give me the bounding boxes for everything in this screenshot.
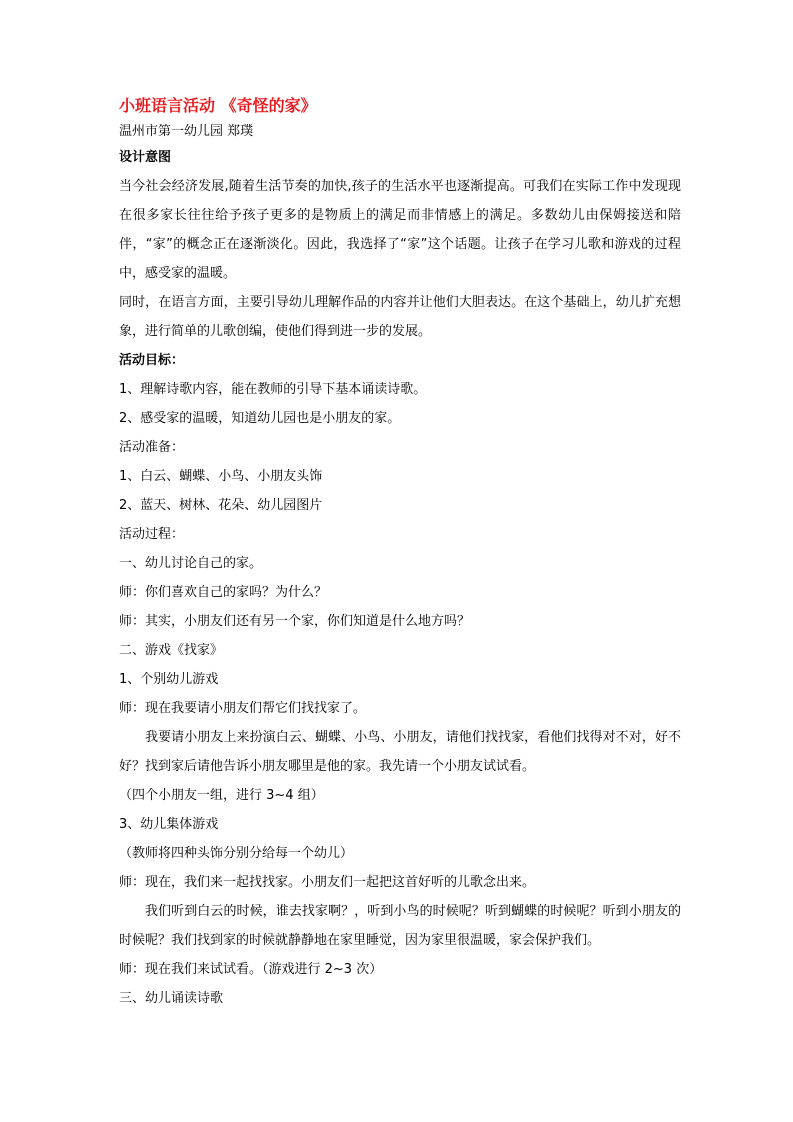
substep-3: 3、幼儿集体游戏 bbox=[119, 817, 219, 832]
prep-item-1: 1、白云、蝴蝶、小鸟、小朋友头饰 bbox=[119, 469, 323, 484]
substep-1: 1、个别幼儿游戏 bbox=[119, 672, 219, 687]
game-paragraph-1: 我要请小朋友上来扮演白云、蝴蝶、小鸟、小朋友，请他们找找家，看他们找得对不对，好不好？找到家后请他告诉小朋友哪里是他的家。我先请一个小朋友试试看。 bbox=[119, 730, 681, 774]
step-2: 二、游戏《找家》 bbox=[119, 643, 224, 658]
step-1: 一、幼儿讨论自己的家。 bbox=[119, 556, 263, 571]
goal-item-2: 2、感受家的温暖，知道幼儿园也是小朋友的家。 bbox=[119, 411, 401, 426]
author-line: 温州市第一幼儿园 郑璞 bbox=[119, 124, 254, 139]
design-paragraph-1: 当今社会经济发展,随着生活节奏的加快,孩子的生活水平也逐渐提高。可我们在实际工作中发现现在很多家长往往给予孩子更多的是物质上的满足而非情感上的满足。多数幼儿由保姆接送和陪伴，“家”的概念正在逐渐淡化。因此，我选择了“家”这个话题。让孩子在学习儿歌和游戏的过程中，感受家的温暖。 bbox=[119, 179, 681, 281]
game-paragraph-2: 我们听到白云的时候，谁去找家啊？，听到小鸟的时候呢？听到蝴蝶的时候呢？听到小朋友的时候呢？我们找到家的时候就静静地在家里睡觉，因为家里很温暖，家会保护我们。 bbox=[119, 904, 681, 948]
heading-preparation: 活动准备： bbox=[119, 440, 185, 455]
heading-process: 活动过程： bbox=[119, 527, 185, 542]
prep-item-2: 2、蓝天、树林、花朵、幼儿园图片 bbox=[119, 498, 323, 513]
note-2: （教师将四种头饰分别分给每一个幼儿） bbox=[119, 846, 354, 861]
teacher-line-3: 师：现在我们来试试看。（游戏进行 2~3 次） bbox=[119, 962, 383, 977]
teacher-question-1: 师：你们喜欢自己的家吗？为什么？ bbox=[119, 585, 328, 600]
heading-goals: 活动目标： bbox=[119, 353, 185, 368]
goal-item-1: 1、理解诗歌内容，能在教师的引导下基本诵读诗歌。 bbox=[119, 382, 427, 397]
step-3: 三、幼儿诵读诗歌 bbox=[119, 991, 224, 1006]
heading-design-intent: 设计意图 bbox=[119, 150, 172, 165]
teacher-line-2: 师：现在，我们来一起找找家。小朋友们一起把这首好听的儿歌念出来。 bbox=[119, 875, 536, 890]
teacher-question-2: 师：其实，小朋友们还有另一个家，你们知道是什么地方吗？ bbox=[119, 614, 471, 629]
document-title: 小班语言活动 《奇怪的家》 bbox=[119, 96, 317, 115]
document-page bbox=[119, 92, 681, 1013]
design-paragraph-2: 同时，在语言方面，主要引导幼儿理解作品的内容并让他们大胆表达。在这个基础上，幼儿扩充想象，进行简单的儿歌创编，使他们得到进一步的发展。 bbox=[119, 295, 681, 339]
teacher-line-1: 师：现在我要请小朋友们帮它们找找家了。 bbox=[119, 701, 367, 716]
note-1: （四个小朋友一组，进行 3~4 组） bbox=[119, 788, 324, 803]
